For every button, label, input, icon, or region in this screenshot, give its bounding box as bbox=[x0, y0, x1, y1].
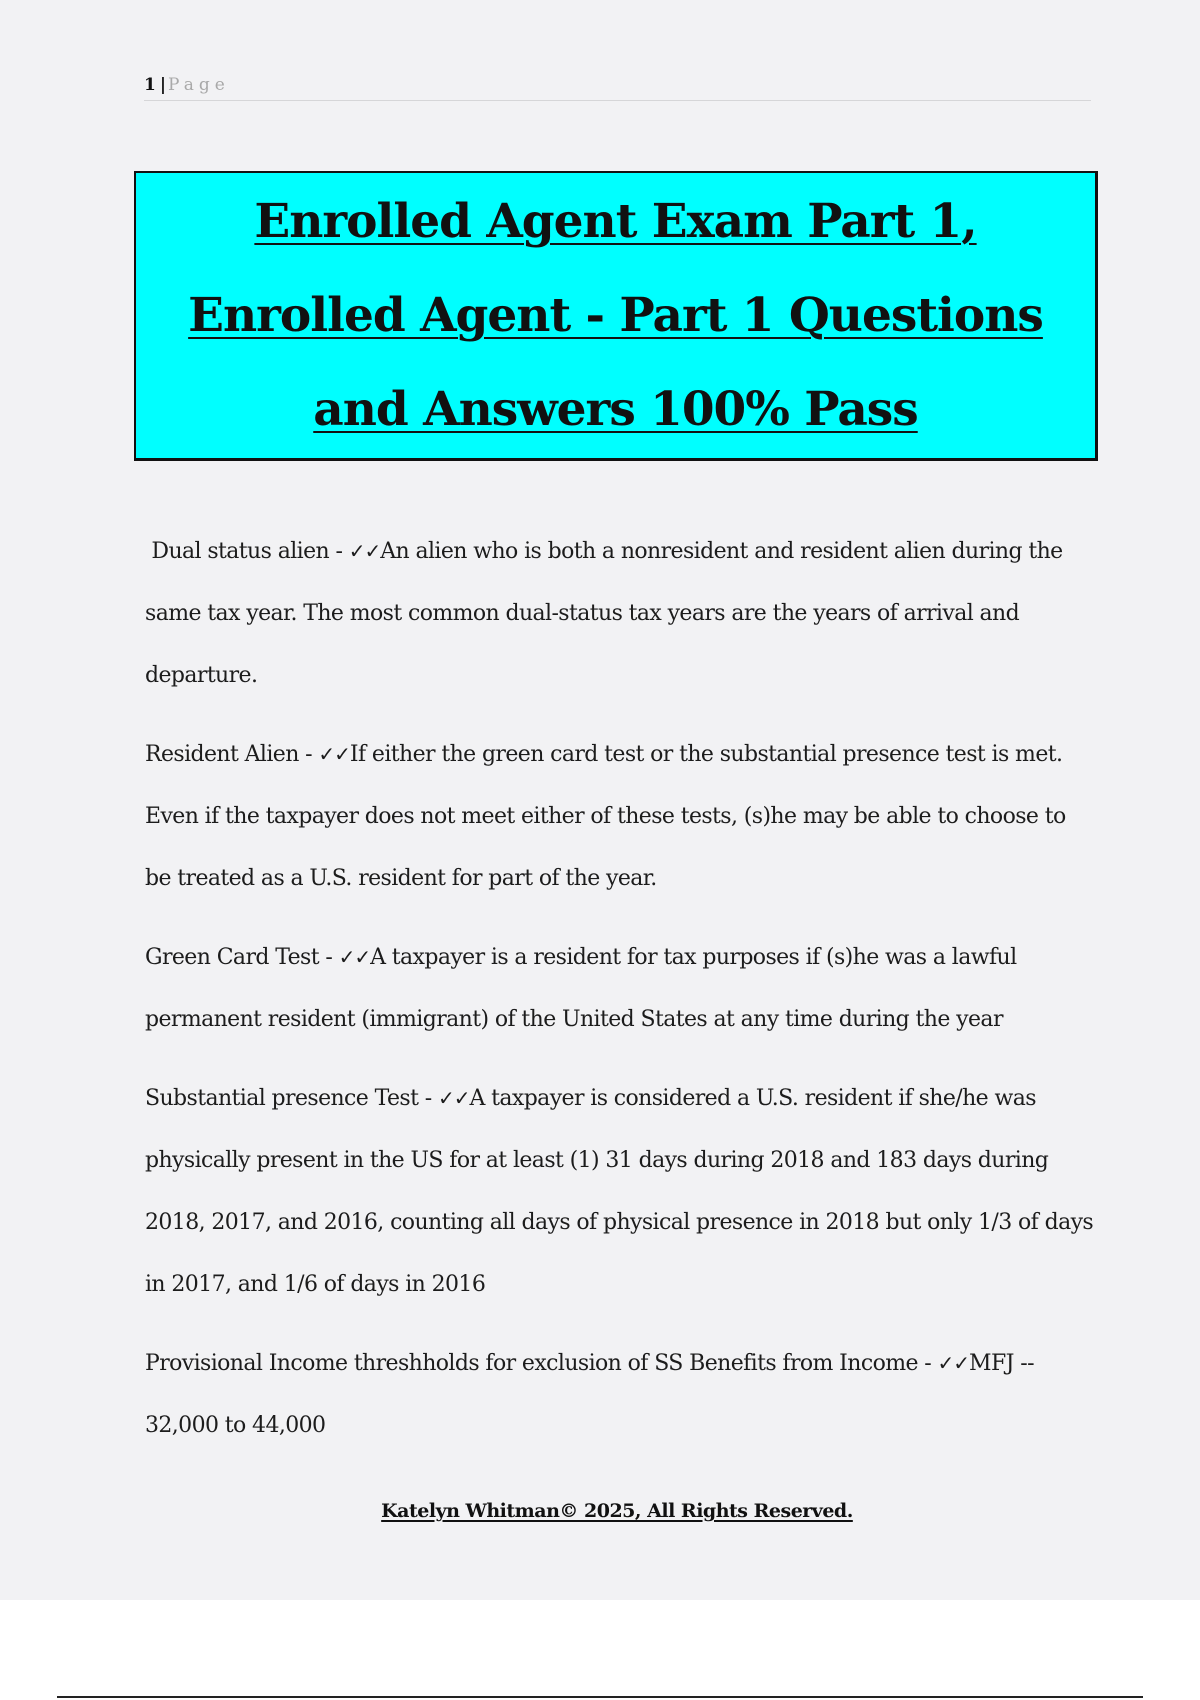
title-box bbox=[134, 171, 1098, 461]
qa-term: Substantial presence Test - bbox=[145, 1086, 438, 1111]
qa-entry bbox=[145, 1067, 1095, 1316]
check-icon: ✓✓ bbox=[338, 945, 371, 969]
check-icon: ✓✓ bbox=[437, 1086, 470, 1110]
qa-definition: A taxpayer is considered a U.S. resident if she/he was physically present in the US for at least (1) 31 days during 2018 and 183 days during 2018, 2017, and 2016, counting all days of physical presence in 2018 but only 1/3 of days in 2017, and 1/6 of days in 2016 bbox=[145, 1086, 1094, 1297]
qa-term: Green Card Test - bbox=[145, 945, 339, 970]
page-number: 1 bbox=[144, 75, 156, 95]
copyright-footer bbox=[0, 1500, 1200, 1522]
qa-content bbox=[145, 520, 1095, 1473]
qa-entry bbox=[145, 1332, 1095, 1457]
qa-definition: If either the green card test or the substantial presence test is met. Even if the taxpayer does not meet either of these tests, (s)he may be able to choose to be treated as a U.S. resident for part of the year. bbox=[145, 742, 1066, 891]
qa-term: Dual status alien - bbox=[151, 539, 349, 564]
page-header bbox=[144, 72, 1091, 101]
document-title: Enrolled Agent Exam Part 1, Enrolled Agent - Part 1 Questions and Answers 100% Pass bbox=[188, 193, 1043, 437]
qa-definition: MFJ -- 32,000 to 44,000 bbox=[145, 1351, 1034, 1438]
copyright-text: Katelyn Whitman© 2025, All Rights Reserved. bbox=[381, 1500, 853, 1522]
qa-entry bbox=[145, 723, 1095, 910]
bottom-divider bbox=[57, 1696, 1143, 1698]
qa-term: Resident Alien - bbox=[145, 742, 319, 767]
qa-entry bbox=[145, 926, 1095, 1051]
check-icon: ✓✓ bbox=[318, 742, 350, 766]
page-word: Page bbox=[168, 75, 230, 95]
qa-term: Provisional Income threshholds for exclusion of SS Benefits from Income - bbox=[145, 1351, 938, 1376]
qa-definition: A taxpayer is a resident for tax purposes if (s)he was a lawful permanent resident (immigrant) of the United States at any time during the year bbox=[145, 945, 1017, 1032]
check-icon: ✓✓ bbox=[348, 539, 381, 563]
qa-definition: An alien who is both a nonresident and resident alien during the same tax year. The most common dual-status tax years are the years of arrival and departure. bbox=[145, 539, 1063, 688]
qa-entry bbox=[145, 520, 1095, 707]
check-icon: ✓✓ bbox=[937, 1351, 970, 1375]
page-separator: | bbox=[159, 75, 167, 95]
